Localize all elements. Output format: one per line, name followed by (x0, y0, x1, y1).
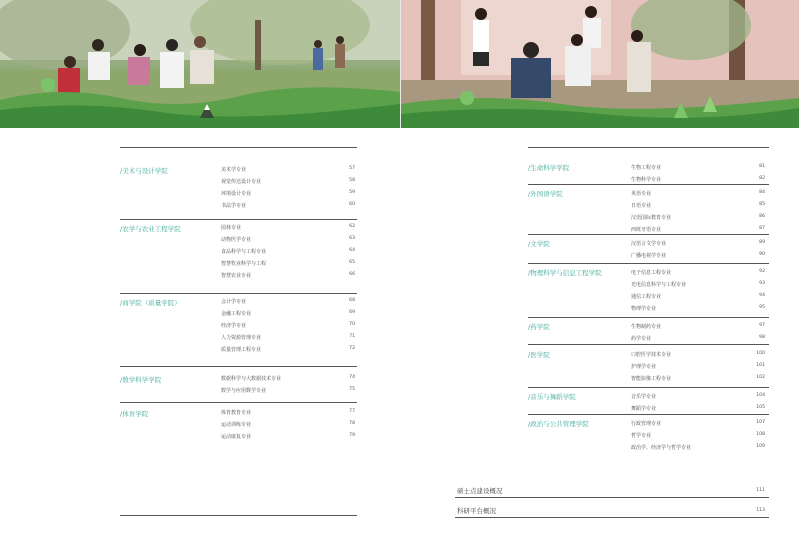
toc-entry-page: 82 (759, 176, 765, 181)
toc-entry[interactable] (221, 248, 355, 255)
section-divider (120, 366, 357, 367)
toc-entry-page: 85 (759, 202, 765, 207)
toc-entry-page: 68 (349, 298, 355, 303)
toc-entry-page: 86 (759, 214, 765, 219)
top-rule-left (120, 147, 357, 148)
toc-entry[interactable] (631, 335, 765, 342)
toc-entry-page: 104 (756, 393, 765, 398)
toc-entry[interactable] (631, 363, 765, 370)
toc-entry-label: 药学专业 (631, 336, 652, 342)
toc-entry-page: 69 (349, 310, 355, 315)
toc-entry-page: 75 (349, 387, 355, 392)
section-title[interactable]: /外国语学院 (528, 190, 563, 198)
toc-entry[interactable] (631, 202, 765, 209)
toc-entry-label: 光电信息科学与工程专业 (631, 282, 687, 288)
section-divider (120, 293, 357, 294)
toc-entry[interactable] (631, 393, 765, 400)
toc-entry[interactable] (631, 420, 765, 427)
toc-entry[interactable] (631, 305, 765, 312)
header-photo-right (401, 0, 799, 128)
toc-entry-page: 95 (759, 305, 765, 310)
section-divider (528, 344, 769, 345)
toc-entry-page: 97 (759, 323, 765, 328)
section-title[interactable]: /医学院 (528, 351, 550, 359)
toc-entry-page: 74 (349, 375, 355, 380)
section-title[interactable]: /音乐与舞蹈学院 (528, 393, 576, 401)
toc-entry-label: 音乐学专业 (631, 394, 657, 400)
toc-entry-label: 体育教育专业 (221, 410, 252, 416)
toc-entry-page: 65 (349, 260, 355, 265)
section-title[interactable]: /物理科学与信息工程学院 (528, 269, 602, 277)
toc-entry-label: 数据科学与大数据技术专业 (221, 376, 282, 382)
toc-entry-label: 生物工程专业 (631, 165, 662, 171)
toc-entry-page: 62 (349, 224, 355, 229)
toc-entry-label: 运动康复专业 (221, 434, 252, 440)
toc-entry-page: 92 (759, 269, 765, 274)
toc-entry[interactable] (631, 190, 765, 197)
toc-entry[interactable] (221, 375, 355, 382)
toc-entry[interactable] (221, 272, 355, 279)
toc-entry-page: 87 (759, 226, 765, 231)
toc-entry[interactable] (221, 190, 355, 197)
toc-entry-page: 77 (349, 409, 355, 414)
toc-entry[interactable] (221, 409, 355, 416)
section-divider (528, 263, 769, 264)
toc-entry-label: 电子信息工程专业 (631, 270, 672, 276)
bottom-entry-label[interactable]: 硕士点建设概况 (457, 487, 503, 495)
section-title[interactable]: /体育学院 (120, 410, 149, 418)
toc-entry[interactable] (221, 260, 355, 267)
toc-entry[interactable] (631, 351, 765, 358)
toc-entry-label: 视觉传达设计专业 (221, 179, 262, 185)
bottom-entry-label[interactable]: 科研平台概况 (457, 507, 496, 515)
toc-entry[interactable] (221, 334, 355, 341)
section-title[interactable]: /政治与公共管理学院 (528, 420, 589, 428)
toc-entry-page: 70 (349, 322, 355, 327)
section-title[interactable]: /农学与农业工程学院 (120, 225, 181, 233)
toc-entry-label: 环境设计专业 (221, 191, 252, 197)
toc-entry-page: 78 (349, 421, 355, 426)
toc-entry-label: 西班牙语专业 (631, 227, 662, 233)
toc-entry[interactable] (631, 293, 765, 300)
toc-entry-page: 72 (349, 346, 355, 351)
toc-entry-page: 108 (756, 432, 765, 437)
toc-entry[interactable] (221, 224, 355, 231)
section-title[interactable]: /商学院（质量学院） (120, 299, 181, 307)
toc-entry-label: 智慧农业专业 (221, 273, 252, 279)
bottom-entry-rule (455, 497, 769, 498)
toc-entry-page: 109 (756, 444, 765, 449)
toc-entry-page: 66 (349, 272, 355, 277)
header-photo-left (0, 0, 400, 128)
toc-entry-label: 美术学专业 (221, 167, 247, 173)
toc-entry[interactable] (221, 433, 355, 440)
toc-entry-label: 书法学专业 (221, 203, 247, 209)
section-title[interactable]: /数学科学学院 (120, 376, 162, 384)
section-title[interactable]: /文学院 (528, 240, 550, 248)
toc-entry-page: 58 (349, 178, 355, 183)
toc-entry-page: 90 (759, 252, 765, 257)
toc-entry[interactable] (631, 281, 765, 288)
toc-entry-page: 64 (349, 248, 355, 253)
toc-entry-label: 广播电视学专业 (631, 253, 667, 259)
section-divider (528, 387, 769, 388)
toc-entry[interactable] (631, 176, 765, 183)
toc-entry-page: 63 (349, 236, 355, 241)
toc-entry-label: 舞蹈学专业 (631, 406, 657, 412)
toc-entry-page: 102 (756, 375, 765, 380)
toc-entry[interactable] (221, 421, 355, 428)
toc-entry-page: 107 (756, 420, 765, 425)
toc-entry-label: 金融工程专业 (221, 311, 252, 317)
toc-entry-page: 60 (349, 202, 355, 207)
toc-entry[interactable] (631, 269, 765, 276)
toc-entry-label: 会计学专业 (221, 299, 247, 305)
toc-entry-label: 口腔医学技术专业 (631, 352, 672, 358)
toc-entry-label: 智慧牧业科学与工程 (221, 261, 267, 267)
toc-entry[interactable] (221, 310, 355, 317)
toc-entry[interactable] (221, 166, 355, 173)
toc-entry-page: 71 (349, 334, 355, 339)
toc-entry[interactable] (631, 405, 765, 412)
toc-entry-label: 园林专业 (221, 225, 242, 231)
toc-entry-label: 汉语言文学专业 (631, 241, 667, 247)
bottom-rule-left (120, 515, 357, 516)
toc-entry-page: 100 (756, 351, 765, 356)
top-rule-right (528, 147, 769, 148)
toc-entry[interactable] (221, 178, 355, 185)
toc-entry-page: 79 (349, 433, 355, 438)
toc-entry-label: 通信工程专业 (631, 294, 662, 300)
toc-entry[interactable] (221, 202, 355, 209)
toc-entry-label: 政治学、经济学与哲学专业 (631, 445, 692, 451)
toc-entry-label: 智能影像工程专业 (631, 376, 672, 382)
bottom-entry-page: 113 (756, 508, 765, 513)
toc-entry[interactable] (631, 226, 765, 233)
toc-entry[interactable] (631, 323, 765, 330)
toc-entry-label: 人力资源管理专业 (221, 335, 262, 341)
section-divider (528, 317, 769, 318)
toc-entry[interactable] (631, 432, 765, 439)
toc-entry[interactable] (631, 164, 765, 171)
section-divider (528, 184, 769, 185)
toc-entry[interactable] (221, 387, 355, 394)
toc-entry-label: 动物医学专业 (221, 237, 252, 243)
section-divider (120, 219, 357, 220)
section-divider (528, 414, 769, 415)
bottom-entry-rule (455, 517, 769, 518)
toc-entry[interactable] (221, 236, 355, 243)
toc-entry[interactable] (631, 444, 765, 451)
section-title[interactable]: /美术与设计学院 (120, 167, 168, 175)
toc-entry-label: 哲学专业 (631, 433, 652, 439)
toc-entry-label: 行政管理专业 (631, 421, 662, 427)
toc-entry-page: 57 (349, 166, 355, 171)
toc-entry-label: 经济学专业 (221, 323, 247, 329)
toc-entry-label: 护理学专业 (631, 364, 657, 370)
bottom-entry-page: 111 (756, 488, 765, 493)
toc-entry-label: 数学与应用数学专业 (221, 388, 267, 394)
toc-entry[interactable] (221, 298, 355, 305)
section-divider (528, 234, 769, 235)
toc-entry[interactable] (631, 240, 765, 247)
toc-entry-page: 81 (759, 164, 765, 169)
toc-entry-label: 英语专业 (631, 191, 652, 197)
section-title[interactable]: /药学院 (528, 323, 550, 331)
toc-entry-page: 93 (759, 281, 765, 286)
toc-entry-label: 物理学专业 (631, 306, 657, 312)
toc-entry-label: 生物制药专业 (631, 324, 662, 330)
toc-entry-page: 94 (759, 293, 765, 298)
toc-entry-label: 质量管理工程专业 (221, 347, 262, 353)
toc-entry[interactable] (221, 322, 355, 329)
toc-entry-label: 食品科学与工程专业 (221, 249, 267, 255)
toc-entry[interactable] (631, 252, 765, 259)
toc-entry-page: 98 (759, 335, 765, 340)
toc-entry[interactable] (631, 375, 765, 382)
toc-entry-label: 运动训练专业 (221, 422, 252, 428)
toc-entry-page: 84 (759, 190, 765, 195)
toc-entry-page: 101 (756, 363, 765, 368)
toc-entry[interactable] (631, 214, 765, 221)
toc-entry-label: 日语专业 (631, 203, 652, 209)
toc-entry-page: 89 (759, 240, 765, 245)
toc-entry-label: 汉语国际教育专业 (631, 215, 672, 221)
section-title[interactable]: /生命科学学院 (528, 164, 570, 172)
toc-entry[interactable] (221, 346, 355, 353)
section-divider (120, 402, 357, 403)
toc-entry-page: 105 (756, 405, 765, 410)
toc-entry-page: 59 (349, 190, 355, 195)
toc-entry-label: 生物科学专业 (631, 177, 662, 183)
